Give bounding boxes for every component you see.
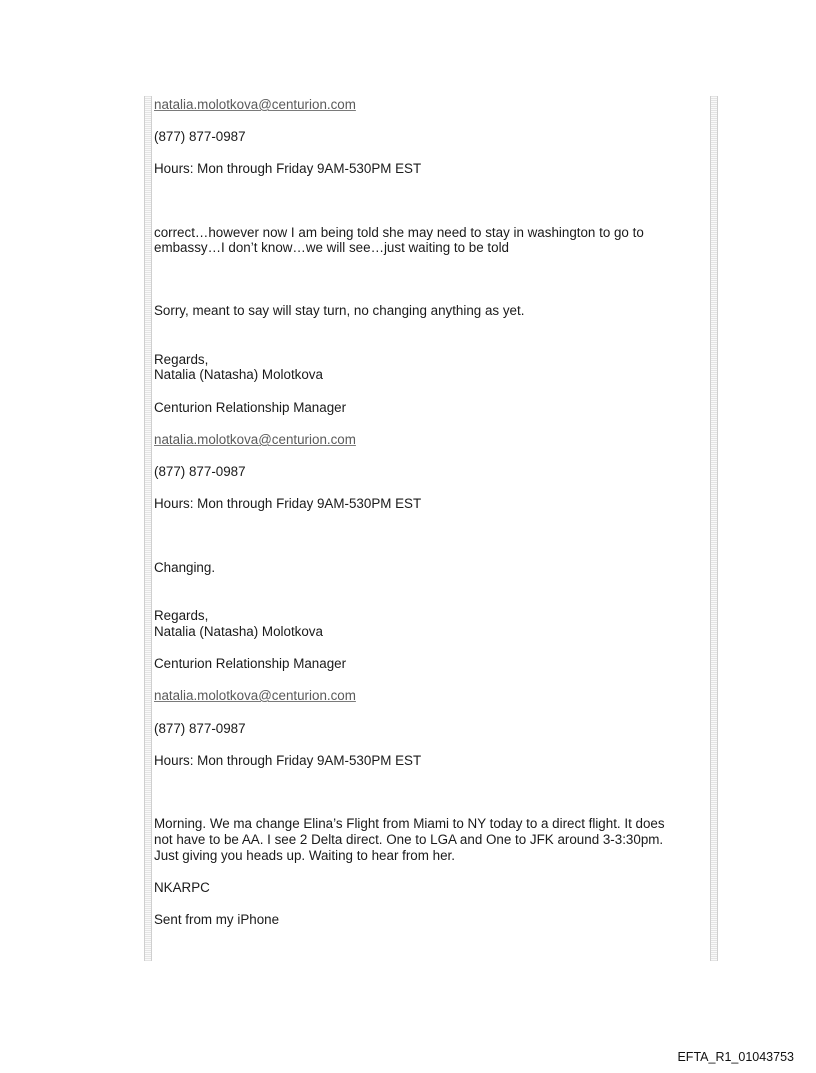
sender-initials: NKARPC	[154, 880, 210, 895]
signature-title: Centurion Relationship Manager	[154, 400, 347, 415]
document-id: EFTA_R1_01043753	[677, 1050, 794, 1064]
business-hours: Hours: Mon through Friday 9AM-530PM EST	[154, 161, 422, 176]
message-text-line: Morning. We ma change Elina’s Flight from Miami to NY today to a direct flight. It does	[154, 816, 665, 831]
message-text: Changing.	[154, 560, 216, 575]
email-link[interactable]: natalia.molotkova@centurion.com	[154, 432, 356, 447]
phone-number: (877) 877-0987	[154, 129, 246, 144]
message-text-line: correct…however now I am being told she may need to stay in washington to go to	[154, 225, 644, 240]
signature-name: Natalia (Natasha) Molotkova	[154, 367, 323, 382]
email-link[interactable]: natalia.molotkova@centurion.com	[154, 688, 356, 703]
email-link[interactable]: natalia.molotkova@centurion.com	[154, 97, 356, 112]
sent-from-signature: Sent from my iPhone	[154, 912, 280, 927]
message-text-line: embassy…I don’t know…we will see…just waiting to be told	[154, 240, 510, 255]
signature-title: Centurion Relationship Manager	[154, 656, 347, 671]
phone-number: (877) 877-0987	[154, 464, 246, 479]
business-hours: Hours: Mon through Friday 9AM-530PM EST	[154, 496, 422, 511]
message-text: Sorry, meant to say will stay turn, no changing anything as yet.	[154, 303, 525, 318]
signature-regards: Regards,	[154, 608, 209, 623]
quote-border-left	[144, 96, 152, 961]
business-hours: Hours: Mon through Friday 9AM-530PM EST	[154, 753, 422, 768]
quote-border-right	[710, 96, 718, 961]
signature-name: Natalia (Natasha) Molotkova	[154, 624, 323, 639]
message-text-line: not have to be AA. I see 2 Delta direct. One to LGA and One to JFK around 3-3:30pm.	[154, 832, 664, 847]
phone-number: (877) 877-0987	[154, 721, 246, 736]
signature-regards: Regards,	[154, 352, 209, 367]
message-text-line: Just giving you heads up. Waiting to hear from her.	[154, 848, 455, 863]
